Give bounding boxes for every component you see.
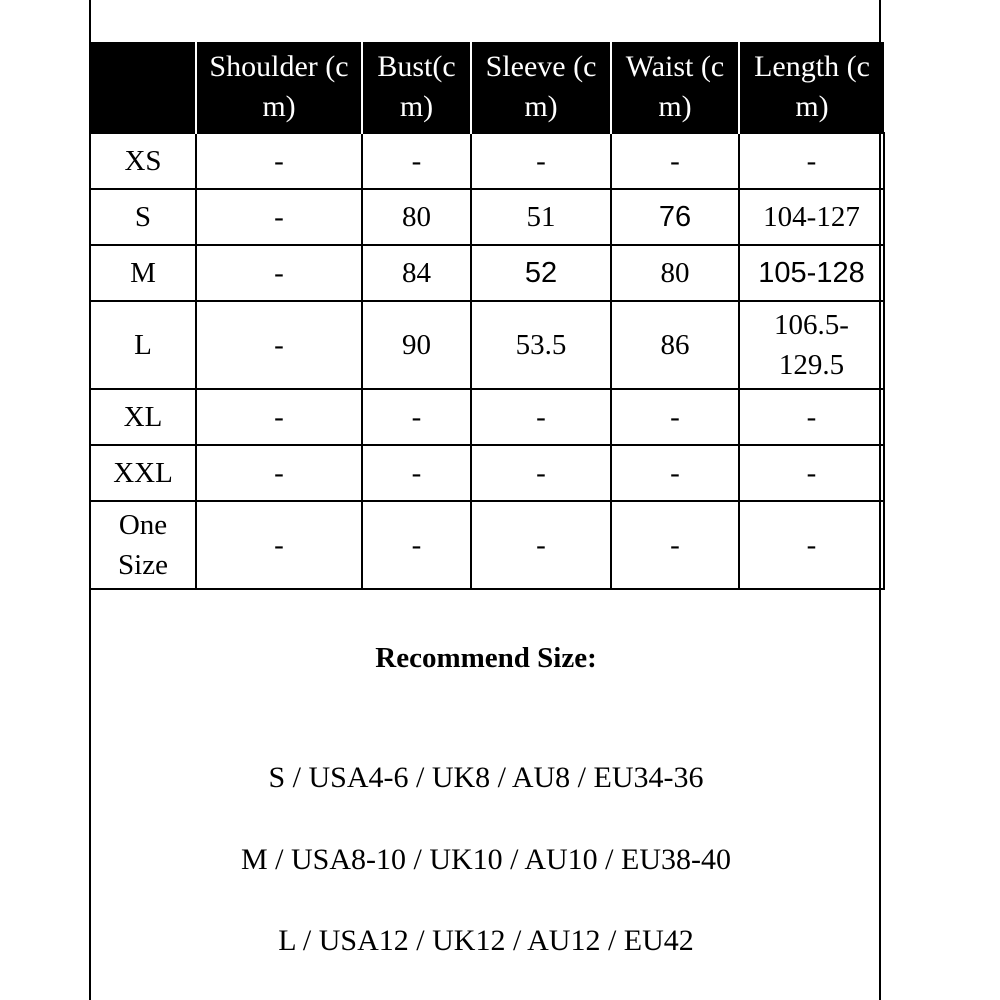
waist-cell: 80 <box>611 245 739 301</box>
sleeve-cell: - <box>471 133 611 189</box>
waist-cell: - <box>611 501 739 589</box>
bust-cell: - <box>362 389 471 445</box>
length-cell: 106.5-129.5 <box>739 301 884 389</box>
shoulder-cell: - <box>196 245 362 301</box>
table-row <box>90 189 884 245</box>
size-cell: One Size <box>90 501 196 589</box>
length-cell: 104-127 <box>739 189 884 245</box>
length-cell: - <box>739 133 884 189</box>
header-bust: Bust(c m) <box>362 42 471 133</box>
recommend-line-s: S / USA4-6 / UK8 / AU8 / EU34-36 <box>268 761 704 794</box>
waist-cell: 86 <box>611 301 739 389</box>
bust-cell: - <box>362 445 471 501</box>
sleeve-cell: - <box>471 501 611 589</box>
length-cell: - <box>739 501 884 589</box>
table-row <box>90 245 884 301</box>
bust-cell: - <box>362 501 471 589</box>
bust-cell: 80 <box>362 189 471 245</box>
recommend-line-m: M / USA8-10 / UK10 / AU10 / EU38-40 <box>240 843 731 876</box>
bust-cell: 90 <box>362 301 471 389</box>
table-row <box>90 501 884 589</box>
sleeve-cell: - <box>471 389 611 445</box>
table-row <box>90 301 884 389</box>
length-cell: - <box>739 445 884 501</box>
size-cell: XL <box>90 389 196 445</box>
size-chart-table <box>89 42 885 590</box>
sleeve-cell: 52 <box>471 245 611 301</box>
waist-cell: - <box>611 133 739 189</box>
shoulder-cell: - <box>196 133 362 189</box>
table-header-row <box>90 42 884 133</box>
waist-cell: - <box>611 445 739 501</box>
waist-cell: - <box>611 389 739 445</box>
header-length: Length (c m) <box>739 42 884 133</box>
header-size <box>90 42 196 133</box>
sleeve-cell: - <box>471 445 611 501</box>
header-shoulder: Shoulder (cm) <box>196 42 362 133</box>
shoulder-cell: - <box>196 501 362 589</box>
sleeve-cell: 53.5 <box>471 301 611 389</box>
size-cell: S <box>90 189 196 245</box>
waist-cell: 76 <box>611 189 739 245</box>
length-cell: 105-128 <box>739 245 884 301</box>
shoulder-cell: - <box>196 389 362 445</box>
recommend-line-l: L / USA12 / UK12 / AU12 / EU42 <box>278 924 694 957</box>
size-cell: M <box>90 245 196 301</box>
header-waist: Waist (cm) <box>611 42 739 133</box>
table-row <box>90 133 884 189</box>
sleeve-cell: 51 <box>471 189 611 245</box>
shoulder-cell: - <box>196 189 362 245</box>
size-cell: XXL <box>90 445 196 501</box>
bust-cell: 84 <box>362 245 471 301</box>
table-row <box>90 445 884 501</box>
shoulder-cell: - <box>196 445 362 501</box>
length-cell: - <box>739 389 884 445</box>
header-sleeve: Sleeve (cm) <box>471 42 611 133</box>
recommend-size-title: Recommend Size: <box>375 642 597 674</box>
bust-cell: - <box>362 133 471 189</box>
shoulder-cell: - <box>196 301 362 389</box>
size-cell: XS <box>90 133 196 189</box>
size-cell: L <box>90 301 196 389</box>
table-row <box>90 389 884 445</box>
